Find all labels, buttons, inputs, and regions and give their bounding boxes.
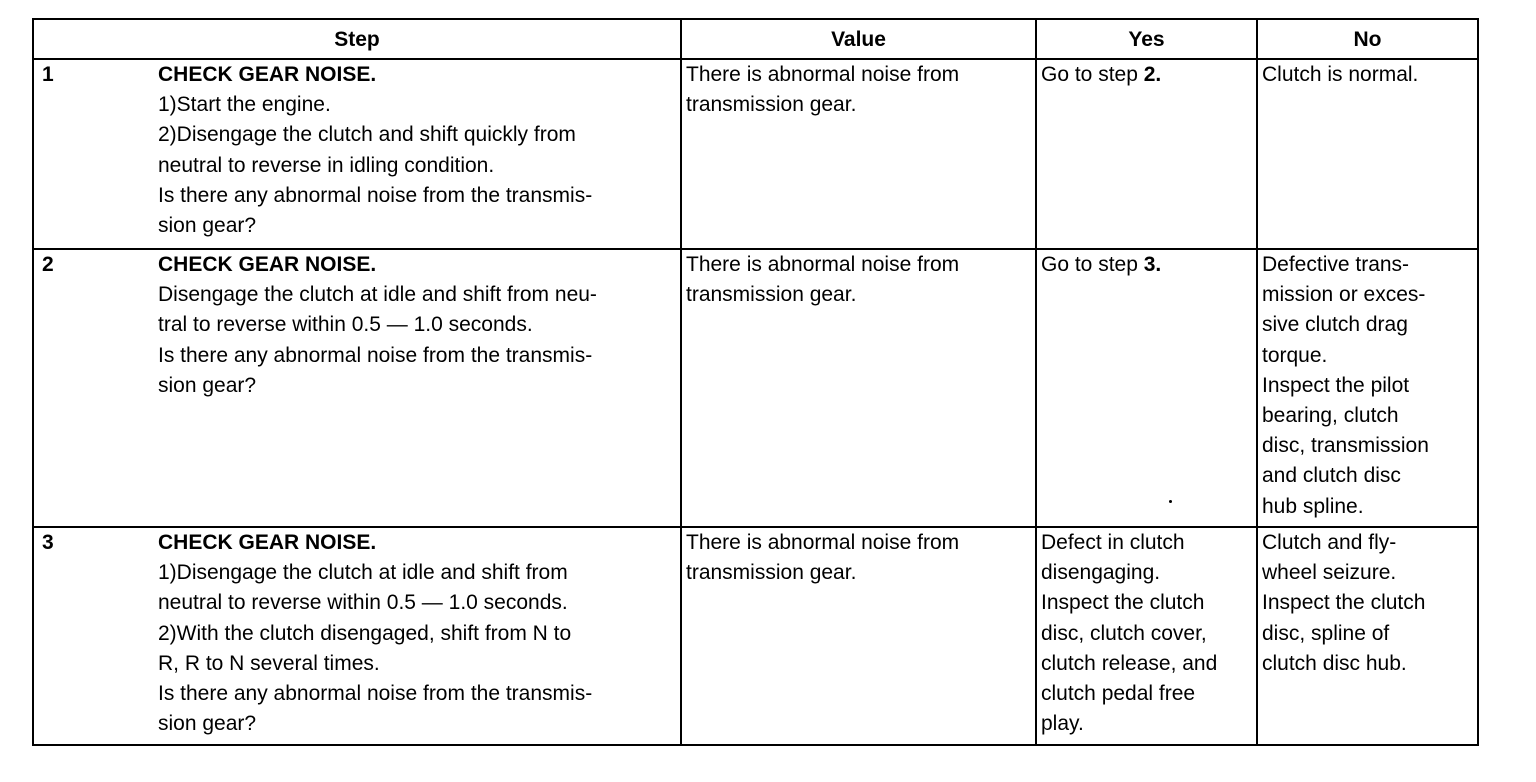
table-row: [33, 527, 1478, 745]
value-line: There is abnormal noise from: [686, 63, 960, 86]
step-title: CHECK GEAR NOISE.: [158, 531, 377, 554]
yes-step-ref: 3.: [1143, 253, 1162, 276]
value-cell: [681, 527, 1036, 745]
no-cell: [1257, 527, 1478, 745]
step-body: [158, 250, 676, 401]
no-line: wheel seizure.: [1262, 561, 1397, 585]
step-line: Is there any abnormal noise from the transmis-: [158, 183, 593, 207]
no-line: Defective trans-: [1262, 253, 1410, 276]
scan-speck: [1169, 500, 1172, 503]
step-cell: [33, 59, 681, 249]
value-cell: [681, 249, 1036, 527]
yes-cell: [1036, 249, 1257, 527]
no-line: hub spline.: [1262, 494, 1364, 518]
no-line: sive clutch drag: [1262, 313, 1408, 337]
yes-line: clutch pedal free: [1041, 682, 1196, 706]
step-line: Is there any abnormal noise from the transmis-: [158, 343, 593, 367]
no-line: disc, transmission: [1262, 434, 1429, 458]
step-line: 1)Disengage the clutch at idle and shift from: [158, 561, 568, 585]
yes-cell: [1036, 59, 1257, 249]
step-line: sion gear?: [158, 373, 257, 397]
step-cell: [33, 249, 681, 527]
header-step: Step: [33, 19, 681, 59]
step-title: CHECK GEAR NOISE.: [158, 253, 377, 276]
step-line: 2)With the clutch disengaged, shift from N to: [158, 621, 572, 645]
step-line: Is there any abnormal noise from the transmis-: [158, 682, 593, 706]
header-value: Value: [681, 19, 1036, 59]
value-cell: [681, 59, 1036, 249]
step-body: [158, 528, 676, 739]
no-line: Clutch and fly-: [1262, 531, 1397, 554]
yes-step-ref: 2.: [1143, 63, 1162, 86]
no-line: disc, spline of: [1262, 621, 1390, 645]
step-line: tral to reverse within 0.5 — 1.0 seconds.: [158, 313, 533, 337]
step-cell: [33, 527, 681, 745]
step-line: Disengage the clutch at idle and shift from neu-: [158, 283, 597, 307]
value-line: There is abnormal noise from: [686, 253, 960, 276]
table-row: [33, 59, 1478, 249]
yes-line: Inspect the clutch: [1041, 591, 1205, 615]
header-yes: Yes: [1036, 19, 1257, 59]
yes-line: disc, clutch cover,: [1041, 621, 1207, 645]
step-number: 2: [42, 253, 54, 276]
value-line: There is abnormal noise from: [686, 531, 960, 554]
no-line: Clutch is normal.: [1262, 63, 1419, 86]
yes-line: disengaging.: [1041, 561, 1161, 585]
yes-line: clutch release, and: [1041, 651, 1218, 675]
diagnostic-table: [32, 18, 1479, 746]
yes-line: Defect in clutch: [1041, 531, 1185, 554]
yes-text: Go to step: [1041, 63, 1144, 86]
table-row: [33, 249, 1478, 527]
header-no: No: [1257, 19, 1478, 59]
value-line: transmission gear.: [686, 561, 857, 585]
no-line: Inspect the pilot: [1262, 373, 1410, 397]
step-number: 3: [42, 531, 54, 554]
step-line: sion gear?: [158, 214, 257, 238]
step-title: CHECK GEAR NOISE.: [158, 63, 377, 86]
no-cell: [1257, 249, 1478, 527]
step-line: sion gear?: [158, 712, 257, 736]
step-line: 2)Disengage the clutch and shift quickly from: [158, 123, 576, 147]
yes-cell: [1036, 527, 1257, 745]
step-body: [158, 60, 676, 241]
no-line: Inspect the clutch: [1262, 591, 1426, 615]
yes-line: play.: [1041, 712, 1084, 736]
no-line: mission or exces-: [1262, 283, 1426, 307]
step-number: 1: [42, 63, 54, 86]
step-line: 1)Start the engine.: [158, 93, 331, 117]
header-row: [33, 19, 1478, 59]
no-line: torque.: [1262, 343, 1328, 367]
no-line: and clutch disc: [1262, 464, 1401, 488]
no-cell: [1257, 59, 1478, 249]
no-line: bearing, clutch: [1262, 404, 1399, 428]
no-line: clutch disc hub.: [1262, 651, 1407, 675]
step-line: R, R to N several times.: [158, 651, 380, 675]
value-line: transmission gear.: [686, 283, 857, 307]
value-line: transmission gear.: [686, 93, 857, 117]
step-line: neutral to reverse within 0.5 — 1.0 seconds.: [158, 591, 568, 615]
yes-text: Go to step: [1041, 253, 1144, 276]
step-line: neutral to reverse in idling condition.: [158, 153, 495, 177]
